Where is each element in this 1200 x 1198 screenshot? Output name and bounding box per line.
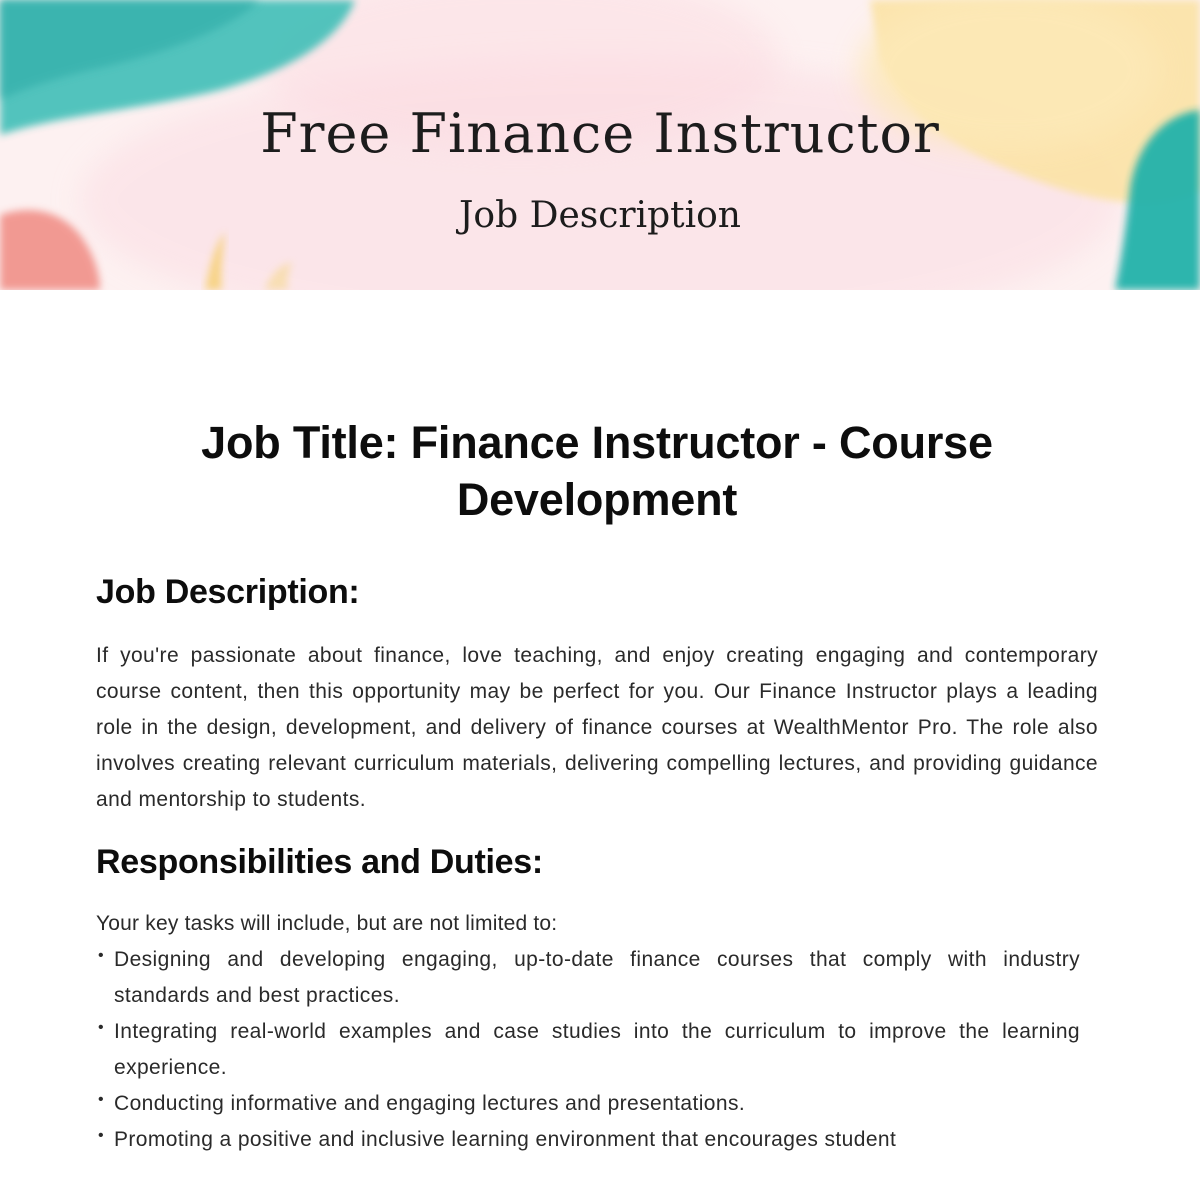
description-paragraph: If you're passionate about finance, love teaching, and enjoy creating engaging and contemporary course content, then this opportunity may be perfect for you. Our Finance Instructor plays a leading role in the design, development, and delivery of finance courses at WealthMentor Pro. The role also involves creating relevant curriculum materials, delivering compelling lectures, and providing guidance and mentorship to students. xyxy=(96,644,1098,811)
banner-title: Free Finance Instructor xyxy=(260,102,940,165)
list-item-text: Promoting a positive and inclusive learning environment that encourages student xyxy=(114,1128,897,1151)
bullet-icon: • xyxy=(98,1127,105,1144)
responsibilities-intro: Your key tasks will include, but are not limited to: xyxy=(96,912,558,935)
list-item-text: Conducting informative and engaging lectures and presentations. xyxy=(114,1092,746,1115)
description-heading: Job Description: xyxy=(96,573,360,611)
list-item xyxy=(96,1014,1080,1086)
bullet-icon: • xyxy=(98,1019,105,1036)
banner-subtitle: Job Description xyxy=(458,195,741,236)
header-banner xyxy=(0,0,1200,290)
list-item-text: Designing and developing engaging, up-to-date finance courses that comply with industry standards and best practices. xyxy=(114,948,1080,1007)
list-item-text: Integrating real-world examples and case studies into the curriculum to improve the learning experience. xyxy=(114,1020,1080,1079)
bullet-icon: • xyxy=(98,1091,105,1108)
list-item xyxy=(96,1086,1080,1122)
document-body xyxy=(96,414,1098,1158)
list-item xyxy=(96,942,1080,1014)
job-title-heading: Job Title: Finance Instructor - Course Development xyxy=(201,417,993,525)
list-item xyxy=(96,1122,1080,1158)
responsibilities-heading: Responsibilities and Duties: xyxy=(96,843,543,881)
bullet-icon: • xyxy=(98,947,105,964)
responsibilities-list xyxy=(96,942,1080,1158)
